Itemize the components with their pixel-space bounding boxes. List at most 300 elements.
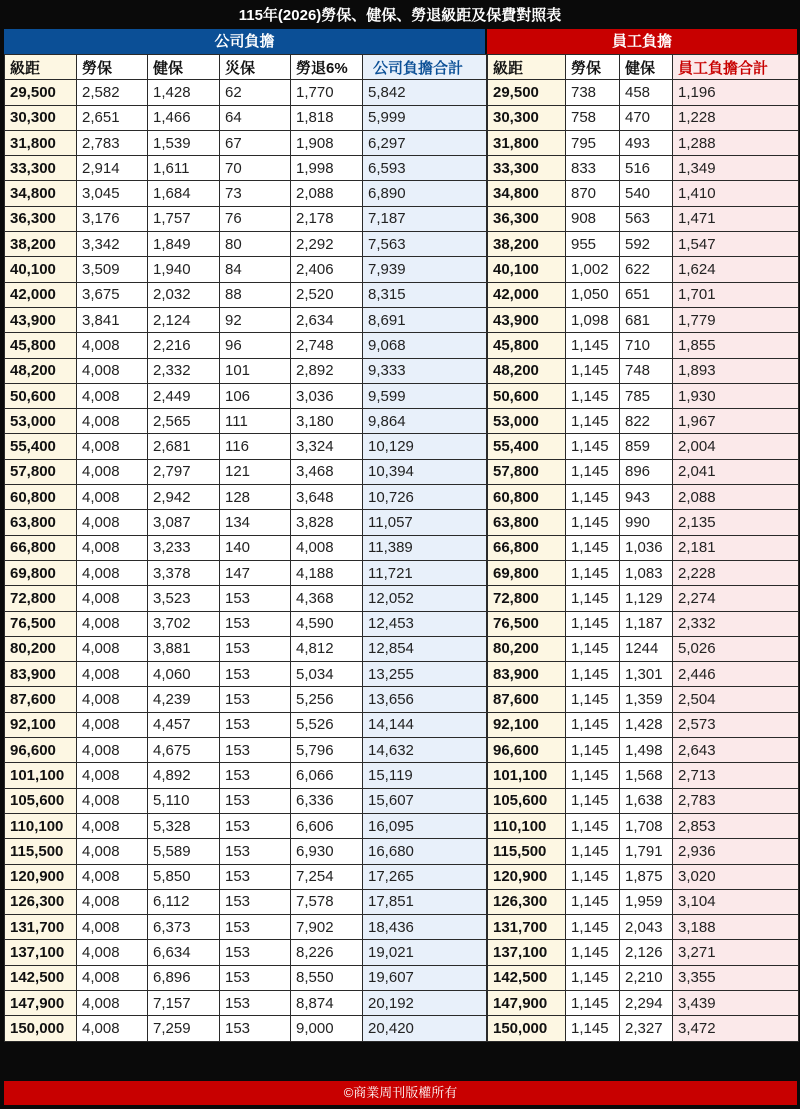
labor-cell: 1,145 (566, 965, 620, 990)
employee-total-cell: 2,783 (673, 788, 799, 813)
health-cell: 458 (620, 80, 673, 105)
table-row (5, 282, 487, 307)
injury-cell: 153 (220, 611, 291, 636)
employee-total-cell: 1,196 (673, 80, 799, 105)
company-burden-table (4, 54, 487, 1042)
grade-cell: 105,600 (488, 788, 566, 813)
pension-cell: 3,324 (291, 434, 363, 459)
grade-cell: 110,100 (488, 813, 566, 838)
table-row (5, 181, 487, 206)
injury-cell: 106 (220, 383, 291, 408)
injury-cell: 153 (220, 586, 291, 611)
company-total-cell: 15,119 (363, 763, 487, 788)
grade-cell: 31,800 (488, 130, 566, 155)
labor-cell: 4,008 (77, 940, 148, 965)
employee-total-cell: 3,355 (673, 965, 799, 990)
grade-cell: 96,600 (5, 738, 77, 763)
labor-cell: 1,145 (566, 763, 620, 788)
employee-total-cell: 3,020 (673, 864, 799, 889)
table-row (488, 1016, 799, 1041)
health-cell: 6,373 (148, 915, 220, 940)
employee-total-cell: 3,104 (673, 889, 799, 914)
injury-cell: 153 (220, 763, 291, 788)
health-cell: 2,124 (148, 307, 220, 332)
grade-cell: 76,500 (488, 611, 566, 636)
pension-cell: 1,770 (291, 80, 363, 105)
health-cell: 1,359 (620, 687, 673, 712)
grade-cell: 45,800 (5, 333, 77, 358)
pension-cell: 6,336 (291, 788, 363, 813)
grade-cell: 48,200 (488, 358, 566, 383)
labor-cell: 1,145 (566, 636, 620, 661)
table-row (5, 105, 487, 130)
health-cell: 3,233 (148, 535, 220, 560)
health-cell: 2,126 (620, 940, 673, 965)
health-cell: 1,428 (148, 80, 220, 105)
employee-total-cell: 1,701 (673, 282, 799, 307)
grade-cell: 105,600 (5, 788, 77, 813)
table-row (5, 636, 487, 661)
company-total-cell: 11,057 (363, 510, 487, 535)
labor-cell: 1,145 (566, 586, 620, 611)
injury-cell: 153 (220, 813, 291, 838)
pension-cell: 6,606 (291, 813, 363, 838)
grade-cell: 147,900 (488, 990, 566, 1015)
health-cell: 2,216 (148, 333, 220, 358)
employee-total-cell: 3,271 (673, 940, 799, 965)
injury-cell: 153 (220, 687, 291, 712)
table-row (5, 788, 487, 813)
pension-cell: 4,368 (291, 586, 363, 611)
company-total-cell: 14,632 (363, 738, 487, 763)
health-cell: 6,634 (148, 940, 220, 965)
grade-cell: 42,000 (488, 282, 566, 307)
page-title: 115年(2026)勞保、健保、勞退級距及保費對照表 (0, 0, 800, 29)
pension-cell: 2,520 (291, 282, 363, 307)
health-cell: 1,875 (620, 864, 673, 889)
grade-cell: 131,700 (488, 915, 566, 940)
labor-cell: 4,008 (77, 636, 148, 661)
injury-cell: 153 (220, 965, 291, 990)
grade-cell: 120,900 (488, 864, 566, 889)
pension-cell: 2,292 (291, 232, 363, 257)
injury-cell: 96 (220, 333, 291, 358)
health-cell: 3,378 (148, 560, 220, 585)
table-row (5, 232, 487, 257)
labor-cell: 1,145 (566, 788, 620, 813)
health-cell: 6,112 (148, 889, 220, 914)
injury-cell: 153 (220, 712, 291, 737)
labor-cell: 1,145 (566, 383, 620, 408)
company-total-cell: 9,864 (363, 409, 487, 434)
column-header-company-total: 公司負擔合計 (363, 55, 487, 80)
labor-cell: 3,509 (77, 257, 148, 282)
grade-cell: 92,100 (5, 712, 77, 737)
company-total-cell: 5,999 (363, 105, 487, 130)
table-row (5, 915, 487, 940)
company-total-cell: 6,593 (363, 156, 487, 181)
health-cell: 896 (620, 459, 673, 484)
table-row (488, 206, 799, 231)
injury-cell: 140 (220, 535, 291, 560)
health-cell: 1,791 (620, 839, 673, 864)
labor-cell: 1,145 (566, 1016, 620, 1041)
pension-cell: 3,828 (291, 510, 363, 535)
pension-cell: 2,634 (291, 307, 363, 332)
pension-cell: 9,000 (291, 1016, 363, 1041)
labor-cell: 1,145 (566, 434, 620, 459)
injury-cell: 101 (220, 358, 291, 383)
grade-cell: 38,200 (5, 232, 77, 257)
injury-cell: 153 (220, 990, 291, 1015)
health-cell: 5,589 (148, 839, 220, 864)
company-total-cell: 20,420 (363, 1016, 487, 1041)
labor-cell: 1,145 (566, 738, 620, 763)
health-cell: 1,611 (148, 156, 220, 181)
labor-cell: 4,008 (77, 535, 148, 560)
grade-cell: 76,500 (5, 611, 77, 636)
labor-cell: 3,675 (77, 282, 148, 307)
labor-cell: 4,008 (77, 434, 148, 459)
health-cell: 3,523 (148, 586, 220, 611)
table-row (5, 535, 487, 560)
company-total-cell: 9,599 (363, 383, 487, 408)
company-total-cell: 7,939 (363, 257, 487, 282)
health-cell: 1,539 (148, 130, 220, 155)
injury-cell: 70 (220, 156, 291, 181)
labor-cell: 3,841 (77, 307, 148, 332)
company-total-cell: 20,192 (363, 990, 487, 1015)
grade-cell: 80,200 (5, 636, 77, 661)
grade-cell: 57,800 (488, 459, 566, 484)
company-total-cell: 16,680 (363, 839, 487, 864)
table-row (5, 358, 487, 383)
labor-cell: 1,145 (566, 459, 620, 484)
health-cell: 2,210 (620, 965, 673, 990)
pension-cell: 4,812 (291, 636, 363, 661)
grade-cell: 147,900 (5, 990, 77, 1015)
pension-cell: 2,406 (291, 257, 363, 282)
employee-total-cell: 2,853 (673, 813, 799, 838)
grade-cell: 69,800 (488, 560, 566, 585)
table-row (488, 611, 799, 636)
column-header-labor: 勞保 (566, 55, 620, 80)
injury-cell: 64 (220, 105, 291, 130)
pension-cell: 1,908 (291, 130, 363, 155)
grade-cell: 31,800 (5, 130, 77, 155)
grade-cell: 120,900 (5, 864, 77, 889)
labor-cell: 4,008 (77, 687, 148, 712)
pension-cell: 1,818 (291, 105, 363, 130)
employee-total-cell: 2,936 (673, 839, 799, 864)
health-cell: 943 (620, 485, 673, 510)
grade-cell: 60,800 (488, 485, 566, 510)
labor-cell: 4,008 (77, 864, 148, 889)
injury-cell: 92 (220, 307, 291, 332)
labor-cell: 4,008 (77, 333, 148, 358)
health-cell: 1,940 (148, 257, 220, 282)
table-row (5, 839, 487, 864)
labor-cell: 1,098 (566, 307, 620, 332)
table-row (488, 839, 799, 864)
health-cell: 1,684 (148, 181, 220, 206)
grade-cell: 126,300 (5, 889, 77, 914)
employee-total-cell: 2,228 (673, 560, 799, 585)
table-row (488, 535, 799, 560)
labor-cell: 4,008 (77, 358, 148, 383)
grade-cell: 33,300 (488, 156, 566, 181)
labor-cell: 4,008 (77, 383, 148, 408)
table-row (5, 662, 487, 687)
table-row (5, 965, 487, 990)
company-total-cell: 13,255 (363, 662, 487, 687)
grade-cell: 57,800 (5, 459, 77, 484)
labor-cell: 1,145 (566, 864, 620, 889)
table-row (488, 687, 799, 712)
company-total-cell: 10,394 (363, 459, 487, 484)
grade-cell: 142,500 (5, 965, 77, 990)
company-section-header: 公司負擔 (4, 29, 485, 54)
grade-cell: 150,000 (488, 1016, 566, 1041)
table-row (488, 130, 799, 155)
employee-section-header: 員工負擔 (487, 29, 797, 54)
health-cell: 2,032 (148, 282, 220, 307)
labor-cell: 4,008 (77, 1016, 148, 1041)
labor-cell: 4,008 (77, 485, 148, 510)
grade-cell: 34,800 (5, 181, 77, 206)
labor-cell: 955 (566, 232, 620, 257)
grade-cell: 42,000 (5, 282, 77, 307)
labor-cell: 2,783 (77, 130, 148, 155)
company-total-cell: 5,842 (363, 80, 487, 105)
company-total-cell: 8,691 (363, 307, 487, 332)
grade-cell: 87,600 (5, 687, 77, 712)
labor-cell: 1,145 (566, 485, 620, 510)
employee-total-cell: 1,288 (673, 130, 799, 155)
health-cell: 2,327 (620, 1016, 673, 1041)
table-row (5, 156, 487, 181)
grade-cell: 30,300 (488, 105, 566, 130)
company-total-cell: 19,021 (363, 940, 487, 965)
health-cell: 1,187 (620, 611, 673, 636)
health-cell: 2,942 (148, 485, 220, 510)
grade-cell: 34,800 (488, 181, 566, 206)
company-total-cell: 12,854 (363, 636, 487, 661)
labor-cell: 908 (566, 206, 620, 231)
pension-cell: 4,188 (291, 560, 363, 585)
health-cell: 1,959 (620, 889, 673, 914)
health-cell: 5,850 (148, 864, 220, 889)
grade-cell: 72,800 (5, 586, 77, 611)
pension-cell: 2,088 (291, 181, 363, 206)
labor-cell: 1,145 (566, 333, 620, 358)
employee-total-cell: 1,967 (673, 409, 799, 434)
employee-total-cell: 2,041 (673, 459, 799, 484)
employee-total-cell: 1,855 (673, 333, 799, 358)
table-row (5, 560, 487, 585)
column-header-grade: 級距 (488, 55, 566, 80)
health-cell: 592 (620, 232, 673, 257)
health-cell: 1,568 (620, 763, 673, 788)
labor-cell: 3,045 (77, 181, 148, 206)
health-cell: 1,129 (620, 586, 673, 611)
table-row (488, 358, 799, 383)
labor-cell: 1,145 (566, 358, 620, 383)
injury-cell: 128 (220, 485, 291, 510)
employee-total-cell: 1,471 (673, 206, 799, 231)
table-row (5, 80, 487, 105)
pension-cell: 2,748 (291, 333, 363, 358)
company-total-cell: 15,607 (363, 788, 487, 813)
health-cell: 5,110 (148, 788, 220, 813)
pension-cell: 8,550 (291, 965, 363, 990)
health-cell: 1244 (620, 636, 673, 661)
grade-cell: 29,500 (5, 80, 77, 105)
company-total-cell: 7,187 (363, 206, 487, 231)
table-row (488, 181, 799, 206)
health-cell: 7,157 (148, 990, 220, 1015)
grade-cell: 63,800 (488, 510, 566, 535)
table-row (5, 333, 487, 358)
labor-cell: 1,145 (566, 889, 620, 914)
table-row (5, 130, 487, 155)
company-total-cell: 18,436 (363, 915, 487, 940)
column-header-health: 健保 (620, 55, 673, 80)
employee-total-cell: 2,504 (673, 687, 799, 712)
table-row (488, 965, 799, 990)
pension-cell: 4,590 (291, 611, 363, 636)
company-total-cell: 11,389 (363, 535, 487, 560)
grade-cell: 115,500 (488, 839, 566, 864)
labor-cell: 1,145 (566, 687, 620, 712)
health-cell: 4,457 (148, 712, 220, 737)
employee-total-cell: 3,188 (673, 915, 799, 940)
health-cell: 2,565 (148, 409, 220, 434)
labor-cell: 4,008 (77, 459, 148, 484)
employee-total-cell: 2,135 (673, 510, 799, 535)
labor-cell: 1,145 (566, 535, 620, 560)
health-cell: 6,896 (148, 965, 220, 990)
employee-total-cell: 1,228 (673, 105, 799, 130)
labor-cell: 4,008 (77, 915, 148, 940)
table-row (488, 485, 799, 510)
table-row (488, 763, 799, 788)
employee-header-row (488, 55, 799, 80)
injury-cell: 62 (220, 80, 291, 105)
company-total-cell: 12,052 (363, 586, 487, 611)
labor-cell: 2,582 (77, 80, 148, 105)
table-row (5, 510, 487, 535)
health-cell: 1,083 (620, 560, 673, 585)
grade-cell: 142,500 (488, 965, 566, 990)
injury-cell: 67 (220, 130, 291, 155)
grade-cell: 137,100 (5, 940, 77, 965)
table-row (5, 889, 487, 914)
health-cell: 2,449 (148, 383, 220, 408)
labor-cell: 1,145 (566, 662, 620, 687)
health-cell: 3,702 (148, 611, 220, 636)
table-row (5, 813, 487, 838)
grade-cell: 43,900 (488, 307, 566, 332)
pension-cell: 5,256 (291, 687, 363, 712)
table-row (488, 409, 799, 434)
company-total-cell: 10,726 (363, 485, 487, 510)
grade-cell: 150,000 (5, 1016, 77, 1041)
company-header-row (5, 55, 487, 80)
table-row (488, 156, 799, 181)
table-row (5, 738, 487, 763)
table-row (5, 763, 487, 788)
pension-cell: 3,036 (291, 383, 363, 408)
injury-cell: 121 (220, 459, 291, 484)
grade-cell: 36,300 (488, 206, 566, 231)
health-cell: 1,638 (620, 788, 673, 813)
table-row (5, 485, 487, 510)
pension-cell: 5,796 (291, 738, 363, 763)
employee-total-cell: 1,410 (673, 181, 799, 206)
labor-cell: 795 (566, 130, 620, 155)
labor-cell: 4,008 (77, 990, 148, 1015)
injury-cell: 88 (220, 282, 291, 307)
pension-cell: 8,874 (291, 990, 363, 1015)
grade-cell: 38,200 (488, 232, 566, 257)
labor-cell: 4,008 (77, 813, 148, 838)
grade-cell: 87,600 (488, 687, 566, 712)
grade-cell: 66,800 (5, 535, 77, 560)
health-cell: 2,294 (620, 990, 673, 1015)
labor-cell: 4,008 (77, 409, 148, 434)
labor-cell: 4,008 (77, 712, 148, 737)
table-row (488, 940, 799, 965)
health-cell: 540 (620, 181, 673, 206)
table-row (5, 586, 487, 611)
health-cell: 1,428 (620, 712, 673, 737)
grade-cell: 48,200 (5, 358, 77, 383)
company-total-cell: 6,890 (363, 181, 487, 206)
injury-cell: 73 (220, 181, 291, 206)
health-cell: 681 (620, 307, 673, 332)
employee-total-cell: 1,779 (673, 307, 799, 332)
pension-cell: 1,998 (291, 156, 363, 181)
table-row (5, 611, 487, 636)
labor-cell: 1,002 (566, 257, 620, 282)
grade-cell: 55,400 (5, 434, 77, 459)
labor-cell: 4,008 (77, 738, 148, 763)
grade-cell: 72,800 (488, 586, 566, 611)
health-cell: 1,498 (620, 738, 673, 763)
labor-cell: 4,008 (77, 763, 148, 788)
labor-cell: 3,342 (77, 232, 148, 257)
health-cell: 493 (620, 130, 673, 155)
health-cell: 2,681 (148, 434, 220, 459)
health-cell: 748 (620, 358, 673, 383)
table-row (488, 560, 799, 585)
employee-total-cell: 5,026 (673, 636, 799, 661)
pension-cell: 6,066 (291, 763, 363, 788)
injury-cell: 111 (220, 409, 291, 434)
health-cell: 4,675 (148, 738, 220, 763)
injury-cell: 153 (220, 839, 291, 864)
health-cell: 1,036 (620, 535, 673, 560)
employee-total-cell: 2,573 (673, 712, 799, 737)
table-row (488, 990, 799, 1015)
table-row (488, 257, 799, 282)
labor-cell: 4,008 (77, 560, 148, 585)
company-total-cell: 19,607 (363, 965, 487, 990)
grade-cell: 33,300 (5, 156, 77, 181)
employee-total-cell: 3,439 (673, 990, 799, 1015)
pension-cell: 3,648 (291, 485, 363, 510)
